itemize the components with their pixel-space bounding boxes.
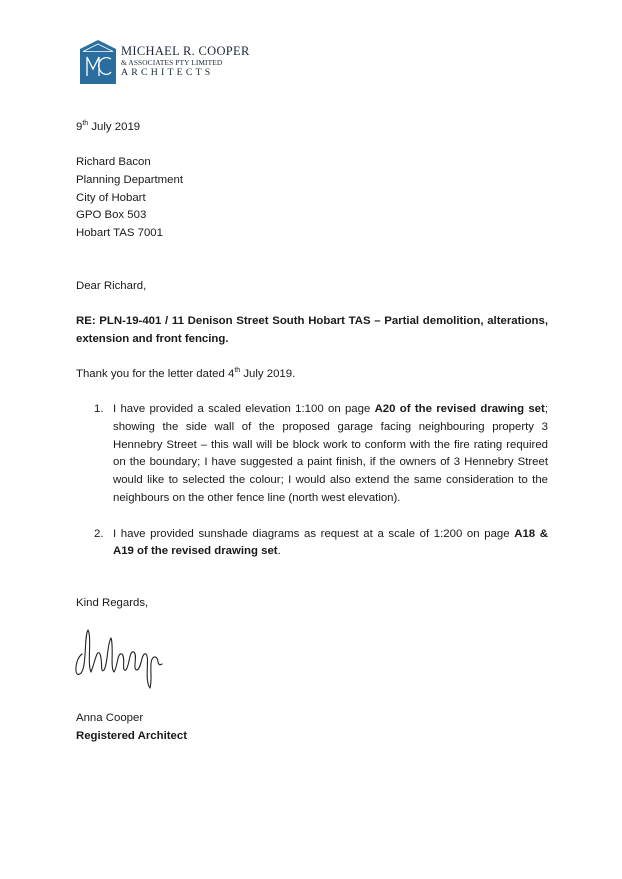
letter-date <box>76 119 140 137</box>
intro-line <box>76 366 295 384</box>
firm-tagline: ARCHITECTS <box>121 67 214 78</box>
signer-title: Registered Architect <box>76 730 187 742</box>
point-text: I have provided sunshade diagrams as request at a scale of 1:200 on page <box>113 527 515 540</box>
intro-suffix: th <box>234 367 241 375</box>
signature-icon <box>70 624 170 690</box>
logo-letters: MC <box>80 40 82 41</box>
letterhead <box>80 40 280 86</box>
point-text-end: ; showing the side wall of the proposed garage facing neighbouring property 3 Hennebry Street – this wall will be block work to conform with the fire rating required on the boundary; I have suggested a paint finish, if the owners of 3 Hennebry Street would like to selected the colour; I would also extend the same consideration to the neighbours on the other fence line (north west elevation). <box>113 403 548 504</box>
date-day: 9 <box>76 121 83 133</box>
date-rest: July 2019 <box>88 121 141 133</box>
recipient-line: Planning Department <box>76 173 184 186</box>
firm-text-block <box>121 45 281 78</box>
point-bold-reference: A18 & A19 of the revised drawing set <box>113 527 548 558</box>
list-number: 1. <box>94 403 104 415</box>
recipient-line: GPO Box 503 <box>76 209 147 222</box>
list-number: 2. <box>94 527 104 540</box>
recipient-address <box>76 154 183 243</box>
intro-text: Thank you for the letter dated 4 <box>76 368 235 380</box>
salutation: Dear Richard, <box>76 280 147 292</box>
point-text-end: . <box>277 545 281 558</box>
point-text: I have provided a scaled elevation 1:100 on page <box>113 403 375 415</box>
recipient-line: Hobart TAS 7001 <box>76 227 163 240</box>
closing: Kind Regards, <box>76 597 149 609</box>
subject-line: RE: PLN-19-401 / 11 Denison Street South Hobart TAS – Partial demolition, alterations, extension and front fencing. <box>76 315 548 345</box>
list-item <box>76 526 548 562</box>
numbered-points <box>76 401 548 561</box>
firm-logo-icon <box>80 40 116 84</box>
list-item <box>76 401 548 508</box>
intro-text-end: July 2019. <box>240 368 296 380</box>
point-bold-reference: A20 of the revised drawing set <box>374 403 545 415</box>
recipient-line: City of Hobart <box>76 191 146 204</box>
firm-subtitle: & ASSOCIATES PTY LIMITED <box>121 58 223 67</box>
date-suffix: th <box>82 120 89 128</box>
signer-name: Anna Cooper <box>76 712 144 724</box>
firm-name: MICHAEL R. COOPER <box>121 44 250 58</box>
recipient-line: Richard Bacon <box>76 156 151 168</box>
